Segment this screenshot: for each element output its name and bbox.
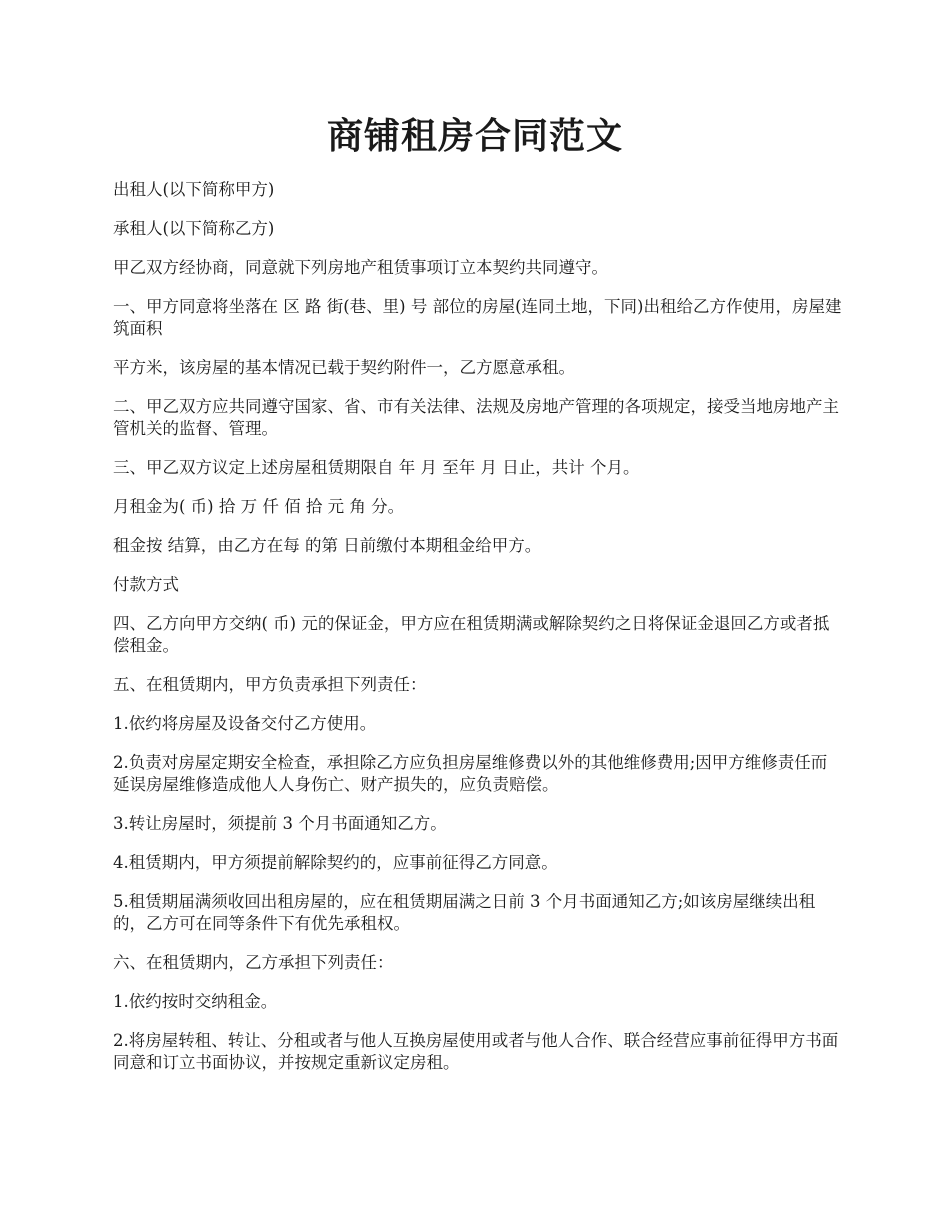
paragraph-monthly-rent: 月租金为( 币) 拾 万 仟 佰 拾 元 角 分。: [113, 497, 405, 516]
paragraph-clause-5: 五、在租赁期内，甲方负责承担下列责任：: [113, 675, 427, 694]
paragraph-clause-6-item-1: 1.依约按时交纳租金。: [113, 992, 278, 1011]
paragraph-agreement: 甲乙双方经协商，同意就下列房地产租赁事项订立本契约共同遵守。: [113, 258, 608, 277]
paragraph-lessor: 出租人(以下简称甲方): [113, 180, 275, 199]
paragraph-rent-settlement: 租金按 结算，由乙方在每 的第 日前缴付本期租金给甲方。: [113, 536, 542, 555]
paragraph-clause-6: 六、在租赁期内，乙方承担下列责任：: [113, 953, 394, 972]
paragraph-payment-method: 付款方式: [113, 575, 179, 594]
document-body: [113, 179, 843, 1091]
document-title: 商铺租房合同范文: [326, 115, 623, 157]
paragraph-clause-2: 二、甲乙双方应共同遵守国家、省、市有关法律、法规及房地产管理的各项规定，接受当地房地产主管机关的监督、管理。: [113, 397, 839, 438]
paragraph-clause-5-item-5: 5.租赁期届满须收回出租房屋的，应在租赁期届满之日前 3 个月书面通知乙方;如该房屋继续出租的，乙方可在同等条件下有优先承租权。: [113, 892, 816, 933]
paragraph-clause-5-item-1: 1.依约将房屋及设备交付乙方使用。: [113, 714, 377, 733]
paragraph-clause-6-item-2: 2.将房屋转租、转让、分租或者与他人互换房屋使用或者与他人合作、联合经营应事前征得甲方书面同意和订立书面协议，并按规定重新议定房租。: [113, 1031, 839, 1072]
paragraph-lessee: 承租人(以下简称乙方): [113, 219, 275, 238]
paragraph-clause-1-area: 平方米，该房屋的基本情况已载于契约附件一，乙方愿意承租。: [113, 358, 575, 377]
paragraph-clause-5-item-2: 2.负责对房屋定期安全检查，承担除乙方应负担房屋维修费以外的其他维修费用;因甲方维修责任而延误房屋维修造成他人人身伤亡、财产损失的，应负责赔偿。: [113, 753, 828, 794]
paragraph-clause-5-item-3: 3.转让房屋时，须提前 3 个月书面通知乙方。: [113, 814, 447, 833]
paragraph-clause-4: 四、乙方向甲方交纳( 币) 元的保证金，甲方应在租赁期满或解除契约之日将保证金退回乙方或者抵偿租金。: [113, 614, 830, 655]
paragraph-clause-1: 一、甲方同意将坐落在 区 路 街(巷、里) 号 部位的房屋(连同土地，下同)出租给乙方作使用，房屋建筑面积: [113, 297, 842, 338]
paragraph-clause-5-item-4: 4.租赁期内，甲方须提前解除契约的，应事前征得乙方同意。: [113, 853, 558, 872]
paragraph-clause-3: 三、甲乙双方议定上述房屋租赁期限自 年 月 至年 月 日止，共计 个月。: [113, 458, 640, 477]
